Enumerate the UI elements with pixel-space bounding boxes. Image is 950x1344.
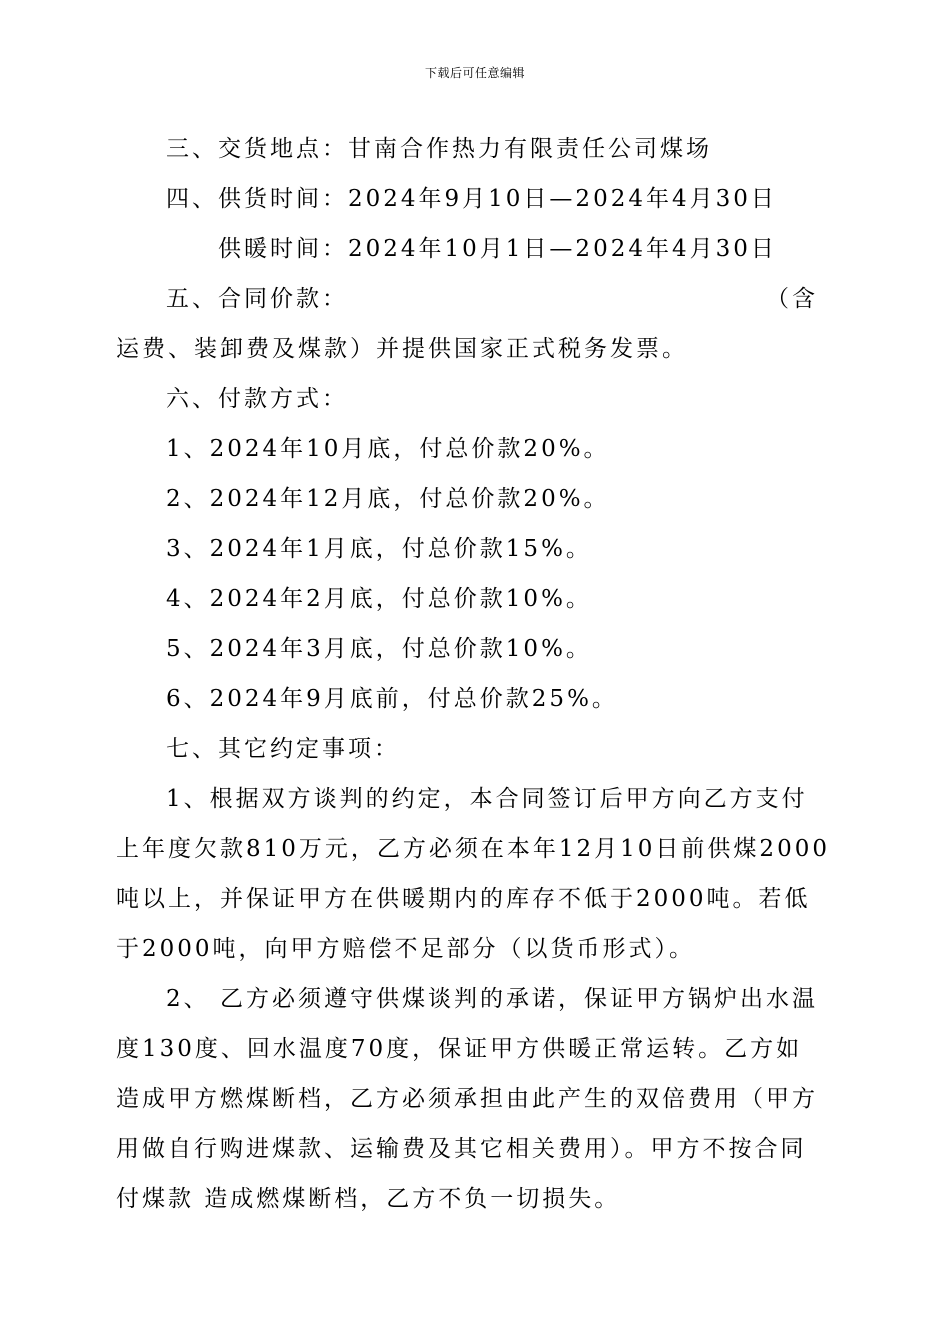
term-2-line-5: 付煤款 造成燃煤断档，乙方不负一切损失。 [116,1186,621,1212]
clause-contract-price: 五、合同价款： [166,286,348,312]
clause-contract-price-paren: （含 [766,286,818,312]
clause-other-terms: 七、其它约定事项： [166,736,400,762]
term-2-line-1: 2、 乙方必须遵守供煤谈判的承诺，保证甲方锅炉出水温 [166,986,818,1012]
term-2-line-2: 度130度、回水温度70度，保证甲方供暖正常运转。乙方如 [116,1036,803,1062]
clause-delivery-location: 三、交货地点：甘南合作热力有限责任公司煤场 [166,136,712,162]
payment-item-5: 5、2024年3月底，付总价款10%。 [166,636,592,662]
payment-item-6: 6、2024年9月底前，付总价款25%。 [166,686,618,712]
term-1-line-2: 上年度欠款810万元，乙方必须在本年12月10日前供煤2000 [116,836,830,862]
term-2-line-4: 用做自行购进煤款、运输费及其它相关费用）。甲方不按合同 [116,1136,807,1162]
clause-supply-period: 四、供货时间：2024年9月10日—2024年4月30日 [166,186,777,212]
payment-item-4: 4、2024年2月底，付总价款10%。 [166,586,592,612]
term-1-line-4: 于2000吨，向甲方赔偿不足部分（以货币形式）。 [116,936,696,962]
page-header-note: 下载后可任意编辑 [424,66,525,80]
clause-heating-period: 供暖时间：2024年10月1日—2024年4月30日 [218,236,777,262]
clause-payment-method: 六、付款方式： [166,386,348,412]
payment-item-1: 1、2024年10月底，付总价款20%。 [166,436,610,462]
term-2-line-3: 造成甲方燃煤断档，乙方必须承担由此产生的双倍费用（甲方 [116,1086,818,1112]
clause-contract-price-cont: 运费、装卸费及煤款）并提供国家正式税务发票。 [116,336,688,362]
term-1-line-3: 吨以上，并保证甲方在供暖期内的库存不低于2000吨。若低 [116,886,811,912]
payment-item-3: 3、2024年1月底，付总价款15%。 [166,536,592,562]
payment-item-2: 2、2024年12月底，付总价款20%。 [166,486,610,512]
term-1-line-1: 1、根据双方谈判的约定，本合同签订后甲方向乙方支付 [166,786,808,812]
